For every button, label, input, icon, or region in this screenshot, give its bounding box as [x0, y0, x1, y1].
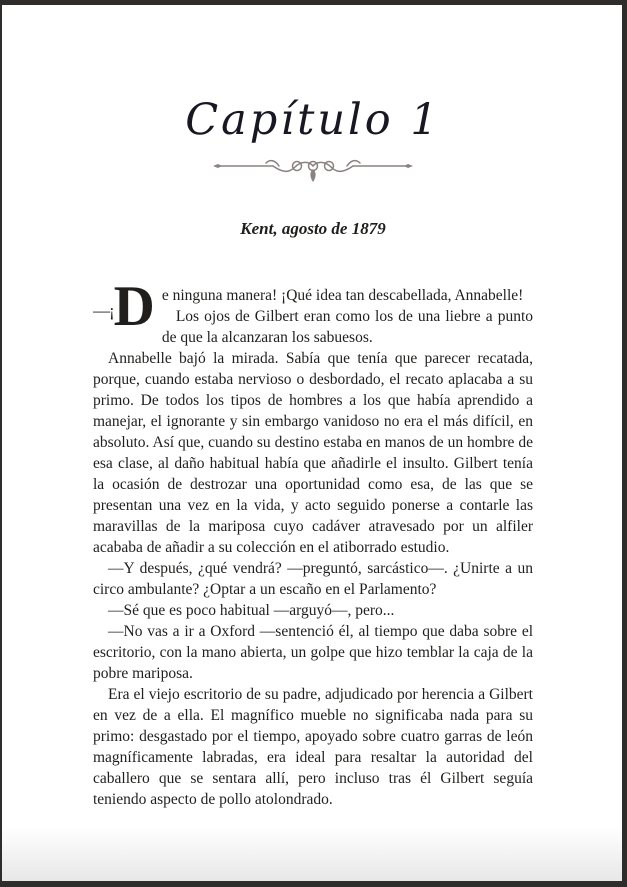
paragraph: —No vas a ir a Oxford —sentenció él, al tiempo que daba sobre el escritorio, con la mano abierta, un golpe que hizo temblar la caja de la pobre mariposa. [93, 622, 533, 682]
book-page [2, 5, 622, 881]
page-content [2, 5, 622, 810]
paragraph: Annabelle bajó la mirada. Sabía que tenía que parecer recatada, porque, cuando estaba nervioso o desbordado, el recato aplacaba a su primo. De todos los tipos de hombres a los que había aprendido a manejar, el ignorante y sin embargo vanidoso no era el más difícil, en absoluto. Así que, cuando su destino estaba en manos de un hombre de esa clase, al daño habitual había que añadirle el insulto. Gilbert tenía la ocasión de destrozar una oportunidad como esa, de las que se presentan una vez en la vida, y acto seguido ponerse a contarle las maravillas de la mariposa cuyo cadáver atravesado por un alfiler acababa de añadir a su colección en el atiborrado estudio. [93, 349, 533, 556]
flourish-divider-icon [93, 155, 533, 183]
paragraph: —Y después, ¿qué vendrá? —preguntó, sarcástico—. ¿Unirte a un circo ambulante? ¿Optar a un escaño en el Parlamento? [93, 559, 533, 598]
chapter-title: Capítulo 1 [185, 95, 441, 145]
paragraph: Era el viejo escritorio de su padre, adjudicado por herencia a Gilbert en vez de a ella. El magnífico mueble no significaba nada para su primo: desgastado por el tiempo, apoyado sobre cuatro garras de león magníficamente labradas, era ideal para resaltar la autoridad del caballero que se sentara allí, pero incluso tras él Gilbert seguía teniendo aspecto de pollo atolondrado. [93, 685, 533, 808]
paragraph: Los ojos de Gilbert eran como los de una liebre a punto de que la alcanzaran los sabuesos. [161, 307, 533, 346]
chapter-body [93, 274, 533, 810]
drop-cap [93, 274, 155, 338]
dateline: Kent, agosto de 1879 [240, 218, 386, 238]
drop-cap-prefix: —¡ [93, 300, 114, 320]
paragraph: —Sé que es poco habitual —arguyó—, pero... [108, 601, 395, 619]
paragraph-opening-text: e ninguna manera! ¡Qué idea tan descabellada, Annabelle! [161, 286, 524, 304]
drop-cap-letter: D [113, 274, 155, 338]
